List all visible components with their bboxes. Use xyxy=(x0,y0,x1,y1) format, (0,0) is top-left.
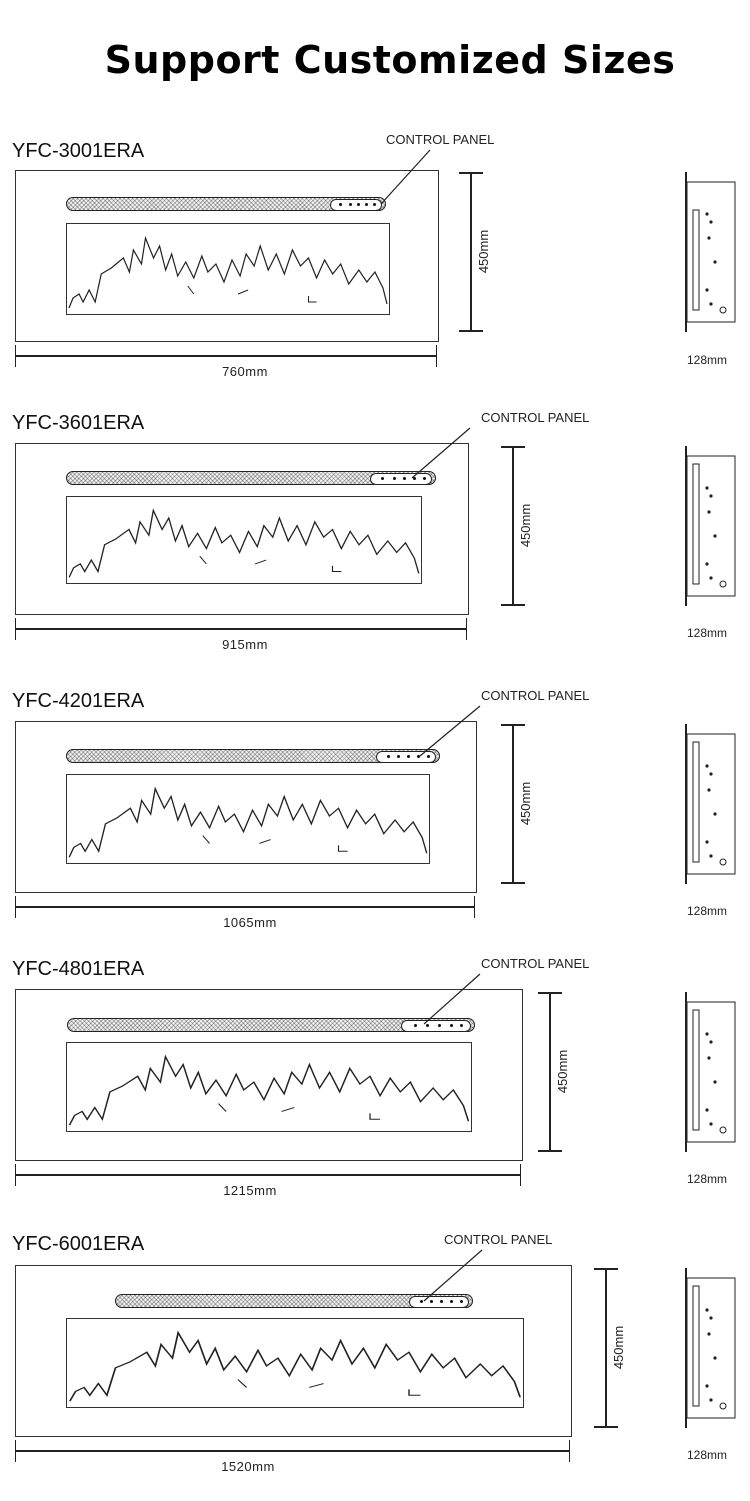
depth-label: 128mm xyxy=(687,904,728,918)
model-name: YFC-4801ERA xyxy=(12,958,145,980)
width-label: 915mm xyxy=(222,637,268,652)
control-panel-label: CONTROL PANEL xyxy=(444,1232,553,1247)
flame-window xyxy=(66,1042,472,1132)
model-name: YFC-6001ERA xyxy=(12,1233,145,1255)
flame-window xyxy=(66,223,390,315)
height-dimension-line xyxy=(605,1268,607,1428)
side-view xyxy=(685,724,737,884)
width-label: 760mm xyxy=(222,364,268,379)
control-panel xyxy=(330,199,382,211)
page-title: Support Customized Sizes xyxy=(104,38,676,82)
width-dimension-line xyxy=(15,906,475,908)
width-dimension-line xyxy=(15,628,467,630)
side-view xyxy=(685,172,737,332)
width-label: 1065mm xyxy=(223,915,277,930)
height-dimension-line xyxy=(512,724,514,884)
width-dimension-line xyxy=(15,355,437,357)
height-dimension-line xyxy=(549,992,551,1152)
model-name: YFC-3001ERA xyxy=(12,140,145,162)
width-dimension-line xyxy=(15,1174,521,1176)
flame-outline xyxy=(67,224,389,314)
height-dimension-line xyxy=(512,446,514,606)
control-panel xyxy=(401,1020,471,1032)
model-name: YFC-3601ERA xyxy=(12,412,145,434)
fireplace-front-view xyxy=(15,1265,572,1437)
side-view xyxy=(685,992,737,1152)
depth-label: 128mm xyxy=(687,353,728,367)
heater-vent-bar xyxy=(66,471,436,485)
height-dimension-line xyxy=(470,172,472,332)
width-dimension-line xyxy=(15,1450,570,1452)
flame-window xyxy=(66,774,430,864)
model-name: YFC-4201ERA xyxy=(12,690,145,712)
height-label: 450mm xyxy=(611,1325,627,1370)
width-label: 1520mm xyxy=(221,1459,275,1474)
depth-label: 128mm xyxy=(687,1172,728,1186)
control-panel xyxy=(376,751,436,763)
fireplace-front-view xyxy=(15,443,469,615)
width-label: 1215mm xyxy=(223,1183,277,1198)
flame-outline xyxy=(67,1043,471,1131)
fireplace-front-view xyxy=(15,989,523,1161)
control-panel-label: CONTROL PANEL xyxy=(481,688,590,703)
depth-label: 128mm xyxy=(687,1448,728,1462)
heater-vent-bar xyxy=(67,1018,475,1032)
heater-vent-bar xyxy=(66,749,440,763)
fireplace-front-view xyxy=(15,721,477,893)
side-view xyxy=(685,1268,737,1428)
control-panel-label: CONTROL PANEL xyxy=(481,410,590,425)
height-label: 450mm xyxy=(555,1049,571,1094)
fireplace-front-view xyxy=(15,170,439,342)
control-panel xyxy=(370,473,432,485)
flame-outline xyxy=(67,497,421,583)
control-panel-label: CONTROL PANEL xyxy=(481,956,590,971)
flame-outline xyxy=(67,1319,523,1407)
height-label: 450mm xyxy=(476,229,492,274)
height-label: 450mm xyxy=(518,503,534,548)
flame-window xyxy=(66,1318,524,1408)
control-panel xyxy=(409,1296,469,1308)
heater-vent-bar xyxy=(66,197,386,211)
control-panel-label: CONTROL PANEL xyxy=(386,132,495,147)
flame-outline xyxy=(67,775,429,863)
heater-vent-bar xyxy=(115,1294,473,1308)
depth-label: 128mm xyxy=(687,626,728,640)
height-label: 450mm xyxy=(518,781,534,826)
flame-window xyxy=(66,496,422,584)
side-view xyxy=(685,446,737,606)
